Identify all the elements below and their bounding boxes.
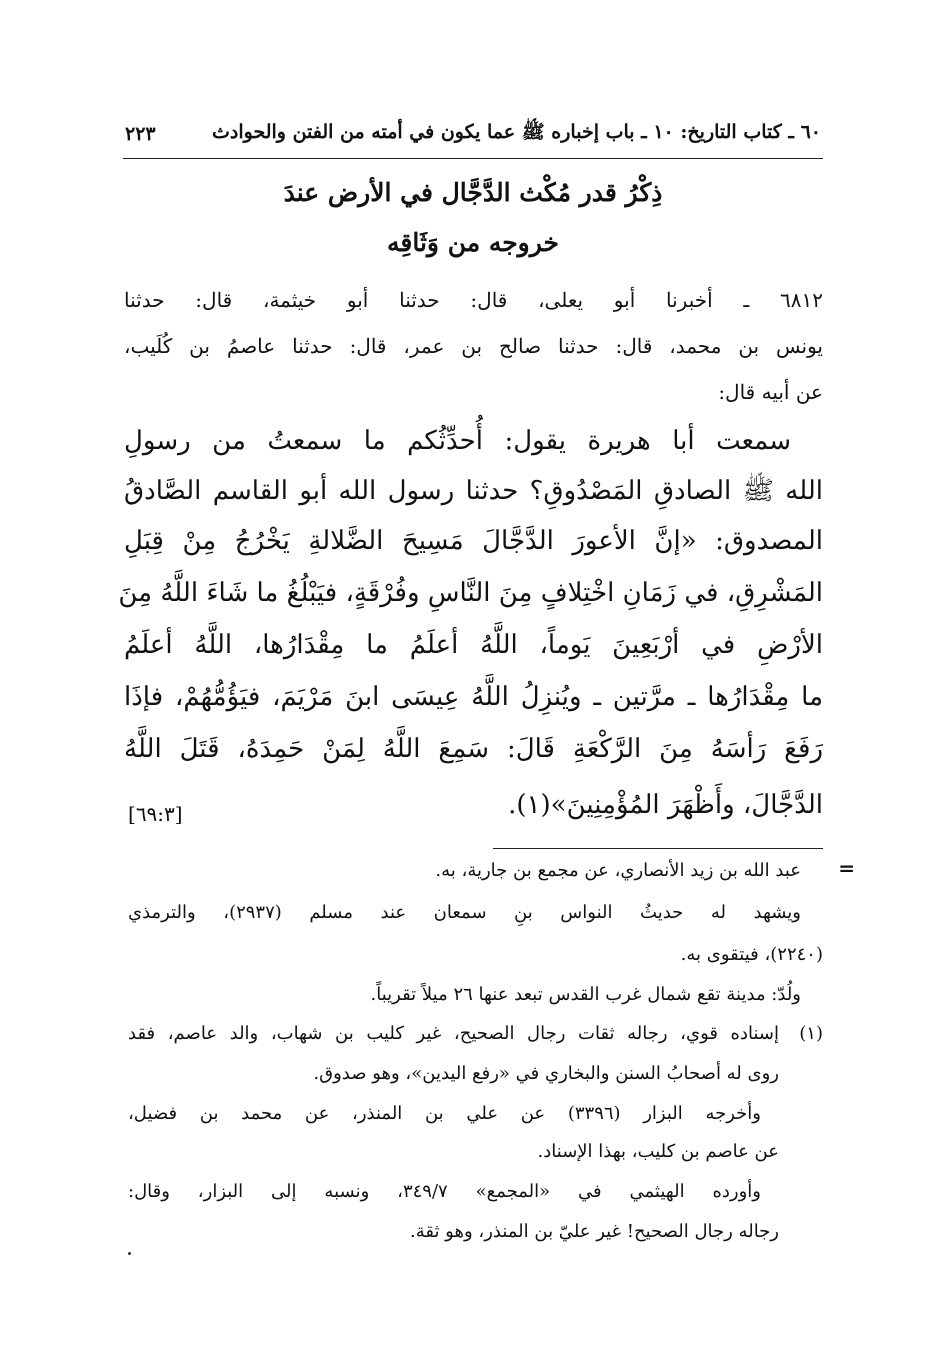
footnote-line: ويشهد له حديثُ النواس بنِ سمعان عند مسلم (٢٩٣٧)، والترمذي <box>128 902 801 923</box>
footnote-line: عن عاصم بن كليب، بهذا الإسناد. <box>537 1141 779 1162</box>
footnote-line: رجاله رجال الصحيح! غير عليّ بن المنذر، وهو ثقة. <box>409 1221 779 1242</box>
footnote-divider <box>493 848 823 849</box>
print-speck <box>128 1252 131 1255</box>
matn-line: ما مِقْدَارُها ـ مرَّتين ـ ويُنزِلُ اللَّهُ عِيسَى ابنَ مَرْيَمَ، فيَؤُمُّهُمْ، فإذَا <box>124 682 823 712</box>
matn-line: المصدوق: «إنَّ الأعورَ الدَّجَّالَ مَسِيحَ الضَّلالةِ يَخْرُجُ مِنْ قِبَلِ <box>124 526 823 556</box>
matn-line: المَشْرِقِ، في زَمَانِ اخْتِلافٍ مِنَ النَّاسِ وفُرْقَةٍ، فيَبْلُغُ ما شَاءَ اللَّهُ مِنَ <box>118 578 823 608</box>
footnote-line: وأورده الهيثمي في «المجمع» ٣٤٩/٧، ونسبه إلى البزار، وقال: <box>128 1181 761 1202</box>
source-reference: [٦٩:٣] <box>128 802 183 826</box>
matn-line: الدَّجَّالَ، وأَظْهَرَ المُؤْمِنِينَ»(١). <box>508 790 823 820</box>
isnad-line: يونس بن محمد، قال: حدثنا صالح بن عمر، قال: حدثنا عاصمُ بن كُلَيب، <box>124 334 823 358</box>
isnad-line: ٦٨١٢ ـ أخبرنا أبو يعلى، قال: حدثنا أبو خيثمة، قال: حدثنا <box>124 288 823 312</box>
page-number: ٢٢٣ <box>125 123 156 145</box>
header-divider <box>123 158 823 159</box>
matn-line: رَفَعَ رَأسَهُ مِنَ الرَّكْعَةِ قَالَ: سَمِعَ اللَّهُ لِمَنْ حَمِدَهُ، قَتَلَ اللَّهُ <box>124 734 823 764</box>
footnote-continuation-mark: = <box>838 856 855 880</box>
footnote-line: عبد الله بن زيد الأنصاري، عن مجمع بن جارية، به. <box>435 860 801 881</box>
section-title-line-2: خروجه من وَثَاقِه <box>386 228 559 257</box>
matn-line: الله ﷺ الصادقِ المَصْدُوقِ؟ حدثنا رسول الله أبو القاسم الصَّادقُ <box>124 476 823 506</box>
footnote-line: ولُدّ: مدينة تقع شمال غرب القدس تبعد عنها ٢٦ ميلاً تقريباً. <box>370 984 801 1005</box>
running-header <box>125 116 821 152</box>
section-title-line-1: ذِكْرُ قدر مُكْث الدَّجَّال في الأرض عندَ <box>283 178 663 207</box>
matn-line: سمعت أبا هريرة يقول: أُحدِّثُكم ما سمعتُ من رسولِ <box>124 426 791 456</box>
isnad-line: عن أبيه قال: <box>718 380 823 404</box>
footnote-line: وأخرجه البزار (٣٣٩٦) عن علي بن المنذر، عن محمد بن فضيل، <box>128 1103 761 1124</box>
header-chapter-title: ٦٠ ـ كتاب التاريخ: ١٠ ـ باب إخباره ﷺ عما يكون في أمته من الفتن والحوادث <box>212 121 821 143</box>
footnote-line: إسناده قوي، رجاله ثقات رجال الصحيح، غير كليب بن شهاب، والد عاصم، فقد <box>128 1023 779 1044</box>
footnote-number: (١) <box>799 1023 823 1044</box>
matn-line: الأرْضِ في أرْبَعِينَ يَوماً، اللَّهُ أعلَمُ ما مِقْدَارُها، اللَّهُ أعلَمُ <box>124 630 823 660</box>
footnote-line: (٢٢٤٠)، فيتقوى به. <box>680 944 823 965</box>
footnote-line: روى له أصحابُ السنن والبخاري في «رفع اليدين»، وهو صدوق. <box>313 1063 779 1084</box>
